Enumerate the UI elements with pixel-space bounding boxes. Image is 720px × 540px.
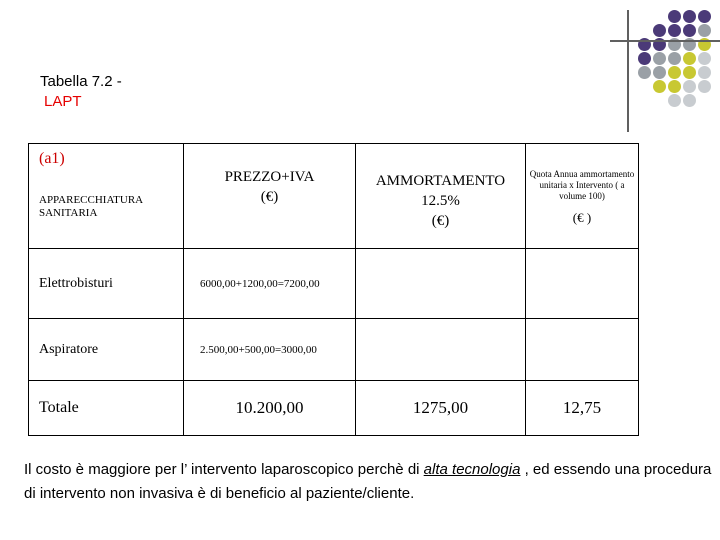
title-line2: LAPT	[44, 93, 82, 110]
decorative-dot-grid	[640, 10, 720, 110]
table-header-row	[29, 144, 639, 249]
total-amortization: 1275,00	[356, 381, 526, 436]
row-price-cell	[184, 249, 356, 319]
price-header: PREZZO+IVA	[224, 169, 315, 185]
price-unit: (€)	[260, 189, 279, 205]
decorative-dot	[668, 24, 681, 37]
amortization-header: AMMORTAMENTO	[375, 173, 506, 189]
note-before: Il costo è maggiore per l’ intervento laparoscopico perchè di	[24, 461, 424, 478]
table-row	[29, 319, 639, 381]
decorative-dot	[668, 10, 681, 23]
decorative-dot	[683, 66, 696, 79]
decorative-dot	[668, 80, 681, 93]
total-price: 10.200,00	[184, 381, 356, 436]
slide-title	[40, 72, 240, 112]
decorative-dot	[653, 80, 666, 93]
equipment-header: APPARECCHIATURA SANITARIA	[39, 194, 143, 219]
decorative-dot	[653, 66, 666, 79]
decorative-dot	[698, 52, 711, 65]
decorative-dot	[638, 52, 651, 65]
decorative-dot	[668, 66, 681, 79]
cost-table	[28, 143, 639, 436]
note-emphasis: alta tecnologia	[423, 461, 521, 478]
decorative-dot	[668, 52, 681, 65]
section-label: (a1)	[39, 150, 65, 167]
decorative-dot	[683, 24, 696, 37]
decorative-dot	[698, 80, 711, 93]
header-cell-amortization	[356, 144, 526, 249]
footnote-text	[24, 458, 714, 506]
decorative-dot	[698, 66, 711, 79]
decorative-vertical-line	[627, 10, 629, 132]
title-line1: Tabella 7.2 -	[40, 73, 122, 90]
amortization-rate: 12.5%	[421, 193, 460, 209]
row-quota-empty	[526, 249, 639, 319]
header-cell-equipment	[29, 144, 184, 249]
table-row	[29, 249, 639, 319]
row-name: Elettrobisturi	[29, 249, 184, 319]
note-after: , ed essendo una procedura di intervento non invasiva è di beneficio al paziente/cliente.	[24, 461, 712, 502]
decorative-dot	[683, 80, 696, 93]
total-quota: 12,75	[526, 381, 639, 436]
quota-unit: (€ )	[572, 210, 592, 225]
row-amortization-empty	[356, 319, 526, 381]
decorative-dot	[638, 66, 651, 79]
row-price: 6000,00+1200,00=7200,00	[200, 277, 320, 290]
row-name: Aspiratore	[29, 319, 184, 381]
decorative-dot	[683, 52, 696, 65]
row-price: 2.500,00+500,00=3000,00	[200, 343, 317, 356]
decorative-dot	[653, 24, 666, 37]
row-amortization-empty	[356, 249, 526, 319]
row-quota-empty	[526, 319, 639, 381]
decorative-dot	[668, 94, 681, 107]
decorative-dot	[683, 94, 696, 107]
total-label: Totale	[29, 381, 184, 436]
header-cell-quota	[526, 144, 639, 249]
row-price-cell	[184, 319, 356, 381]
header-cell-price	[184, 144, 356, 249]
quota-header: Quota Annua ammortamento unitaria x Intervento ( a volume 100)	[529, 169, 635, 201]
decorative-dot	[698, 10, 711, 23]
decorative-dot	[698, 24, 711, 37]
decorative-dot	[683, 10, 696, 23]
decorative-horizontal-line	[610, 40, 720, 42]
amortization-unit: (€)	[431, 213, 450, 229]
decorative-dot	[653, 52, 666, 65]
table-total-row	[29, 381, 639, 436]
